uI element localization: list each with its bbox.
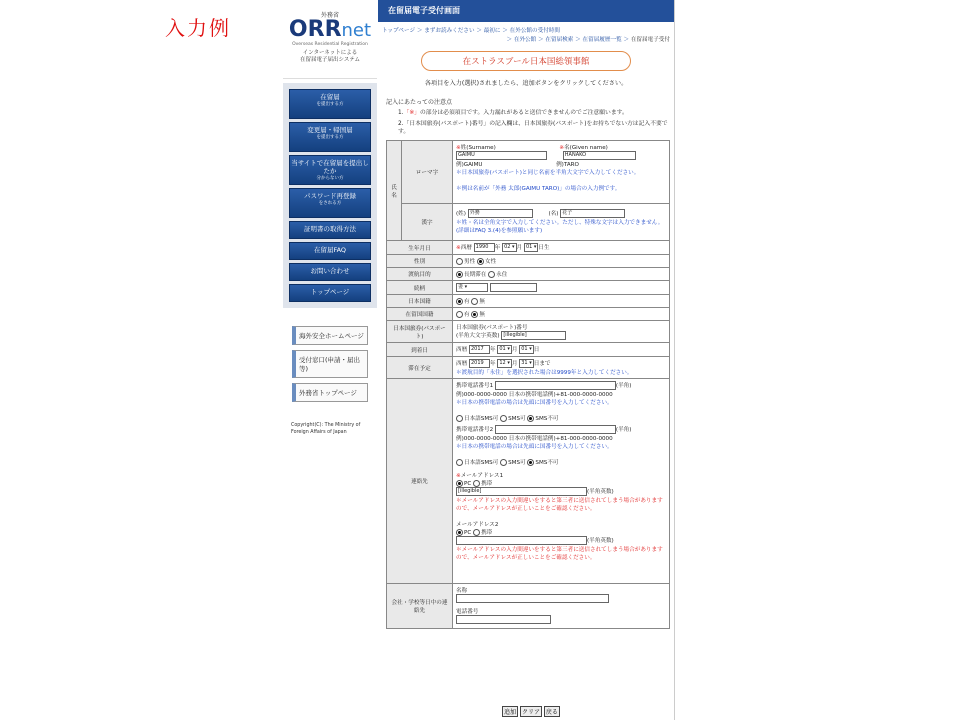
breadcrumb-current: 在留届電子受付	[630, 37, 670, 43]
nav-password[interactable]	[289, 188, 371, 218]
logo-subtitle: Overseas Residential Registration	[292, 42, 368, 47]
kanji-cell	[453, 204, 670, 241]
logo-desc-line1: インターネットによる	[302, 50, 358, 56]
back-button[interactable]: 戻る	[544, 706, 560, 717]
other-nat-yes-radio[interactable]	[456, 311, 463, 318]
mobile1-sms-ng: SMS不可	[535, 416, 559, 422]
mobile1-sms-ng-radio[interactable]	[527, 415, 534, 422]
mobile2-sms-ng-radio[interactable]	[527, 459, 534, 466]
romaji-label: ローマ字	[402, 141, 453, 204]
passport-label: 日本国旅券(パスポート)	[387, 321, 453, 343]
company-label: 会社・学校等日中の連絡先	[387, 584, 453, 629]
purpose-long-radio[interactable]	[456, 271, 463, 278]
nationality-no-radio[interactable]	[471, 298, 478, 305]
name-label: 氏名	[387, 141, 402, 241]
nationality-cell	[453, 295, 670, 308]
email2-input[interactable]	[456, 536, 587, 545]
registration-form	[386, 140, 670, 629]
email2-mobile: 携帯	[481, 530, 493, 536]
arrival-day-select[interactable]: 01 ▾	[521, 346, 532, 352]
company-name-input[interactable]	[456, 594, 609, 603]
email2-half: (半角英数)	[587, 538, 614, 544]
mobile2-label: 携帯電話番号2	[456, 427, 494, 433]
birth-label: 生年月日	[387, 241, 453, 255]
other-nat-yes-label: 有	[464, 312, 470, 318]
gender-male-radio[interactable]	[456, 258, 463, 265]
logo-wordmark	[283, 19, 377, 42]
company-phone-label: 電話番号	[456, 609, 479, 615]
mobile1-note: ＊日本の携帯電話の場合は先頭に国番号を入力してください。	[456, 400, 613, 406]
email2-pc: PC	[464, 530, 472, 536]
email2-mobile-radio[interactable]	[473, 529, 480, 536]
passport-cell	[453, 321, 670, 343]
gender-label: 性別	[387, 255, 453, 268]
nav-change-return[interactable]	[289, 122, 371, 152]
other-nat-no-radio[interactable]	[471, 311, 478, 318]
relation-other-input[interactable]	[490, 283, 537, 292]
logo-net: net	[341, 20, 372, 41]
mobile2-note: ＊日本の携帯電話の場合は先頭に国番号を入力してください。	[456, 444, 613, 450]
purpose-cell	[453, 268, 670, 281]
passport-input[interactable]: [illegible]	[501, 331, 566, 340]
clear-button[interactable]: クリア	[520, 706, 542, 717]
purpose-perm-label: 永住	[496, 272, 508, 278]
company-name-label: 名称	[456, 588, 468, 594]
arrival-month-value: 01	[499, 346, 506, 352]
arrival-year-unit: 年	[489, 347, 496, 353]
romaji-note-2: ＊例は名前が「外務 太郎(GAIMU TARO)」の場合の入力例です。	[456, 186, 621, 192]
mobile2-example: 例)000-0000-0000 日本の携帯電話例)+81-000-0000-0000	[456, 436, 613, 442]
nav-certificate[interactable]	[289, 221, 371, 239]
stay-year-input[interactable]: 2019	[469, 359, 490, 368]
email1-note: ＊メールアドレスの入力間違いをすると第三者に送信されてしまう場合がありますので、メールアドレスが正しいことをご確認ください。	[456, 498, 663, 512]
gender-cell	[453, 255, 670, 268]
nationality-no-label: 無	[479, 299, 485, 305]
link-overseas-safety[interactable]: 海外安全ホームページ	[292, 326, 368, 345]
nav-residence-sub: を提出する方	[316, 102, 344, 107]
given-input[interactable]: HANAKO	[563, 151, 636, 160]
passport-desc: 日本国旅券(パスポート)番号	[456, 325, 528, 331]
arrival-day-unit: 日	[533, 347, 540, 353]
surname-label: 姓(Surname)	[460, 145, 496, 151]
gender-female-label: 女性	[484, 259, 497, 265]
email2-label: メールアドレス2	[456, 522, 499, 528]
mobile2-input[interactable]	[495, 425, 616, 434]
stay-month-value: 12	[499, 360, 506, 366]
kanji-sei-label: (姓)	[456, 211, 466, 217]
notes-title: 記入にあたっての注意点	[386, 99, 453, 106]
kanji-label: 漢字	[402, 204, 453, 241]
mobile1-input[interactable]	[495, 381, 616, 390]
kanji-note: ＊姓・名は全角文字で入力してください。ただし、特殊な文字は入力できません。(詳細はFAQ 3.(4)を参照願います)	[456, 220, 664, 234]
nav-password-label: パスワード再登録	[304, 192, 356, 200]
stay-until: 日まで	[533, 361, 551, 367]
mobile1-sms-ok: SMS可	[508, 416, 526, 422]
note-required-mark: 「※」	[403, 110, 420, 116]
nav-top-label: トップページ	[310, 288, 350, 296]
form-buttons	[502, 706, 560, 717]
birth-day-unit: 日生	[538, 245, 550, 251]
stay-day-select[interactable]: 31 ▾	[521, 360, 532, 366]
birth-month-select[interactable]: 02 ▾	[504, 244, 515, 250]
mobile2-sms-ja: 日本語SMS可	[464, 460, 499, 466]
email1-mobile-radio[interactable]	[473, 480, 480, 487]
mobile1-sms-ja: 日本語SMS可	[464, 416, 499, 422]
add-button[interactable]: 追加	[502, 706, 518, 717]
breadcrumb-line2	[382, 36, 670, 45]
company-cell	[453, 584, 670, 629]
nationality-yes-label: 有	[464, 299, 470, 305]
birth-era: 西暦	[460, 245, 472, 251]
arrival-cell	[453, 343, 670, 357]
email1-mobile: 携帯	[481, 481, 493, 487]
other-nat-no-label: 無	[479, 312, 485, 318]
purpose-label: 渡航目的	[387, 268, 453, 281]
nav-contact-label: お問い合わせ	[310, 267, 350, 275]
nav-unsure-label: 当サイトで在留届を提出したか	[291, 159, 369, 175]
nav-unsure[interactable]	[289, 155, 371, 185]
logo-desc-line2: 在留届電子届出システム	[300, 57, 360, 63]
logo-orr: ORR	[288, 17, 342, 42]
birth-month-value: 02	[504, 244, 511, 250]
mobile1-sms-ok-radio[interactable]	[500, 415, 507, 422]
breadcrumb-links[interactable]: ＞ 在外公館 ＞ 在留届検索 ＞ 在留届履歴一覧 ＞	[506, 37, 631, 43]
birth-day-value: 01	[525, 244, 533, 250]
orr-logo[interactable]	[283, 0, 377, 79]
stay-day-value: 31	[521, 360, 528, 366]
page-title: 在留届電子受付画面	[378, 0, 674, 22]
mobile2-sms-ok: SMS可	[508, 460, 526, 466]
arrival-label: 到着日	[387, 343, 453, 357]
email1-input[interactable]: [illegible]	[456, 487, 587, 496]
nav-residence-report[interactable]	[289, 89, 371, 119]
note-2: 2.「日本国旅券(パスポート)番号」の記入欄は、日本国旅券(パスポート)をお持ちでない方は記入不要です。	[398, 121, 668, 135]
nav-top[interactable]	[289, 284, 371, 302]
mobile2-sms-ja-radio[interactable]	[456, 459, 463, 466]
arrival-year-input[interactable]: 2017	[469, 345, 490, 354]
purpose-perm-radio[interactable]	[488, 271, 495, 278]
nationality-label: 日本国籍	[387, 295, 453, 308]
stay-cell	[453, 357, 670, 379]
relation-cell	[453, 281, 670, 295]
given-example: 例)TARO	[556, 162, 579, 168]
kanji-surname-input[interactable]: 外務	[468, 209, 533, 218]
instruction-text: 各項目を入力(選択)されましたら、追加ボタンをクリックしてください。	[424, 80, 628, 87]
mobile1-example: 例)000-0000-0000 日本の携帯電話例)+81-000-0000-0000	[456, 392, 613, 398]
passport-sub: (半角大文字英数)	[456, 333, 500, 339]
breadcrumb-line1[interactable]: トップページ ＞ まずお読みください ＞ 最初に ＞ 在外公館の受付時間	[382, 28, 560, 34]
surname-example: 例)GAIMU	[456, 162, 483, 168]
kanji-given-input[interactable]: 花子	[560, 209, 625, 218]
stay-month-unit: 月	[511, 361, 518, 367]
given-label: 名(Given name)	[564, 145, 608, 151]
link-mofa-top[interactable]: 外務省トップページ	[292, 383, 368, 402]
company-phone-input[interactable]	[456, 615, 551, 624]
mobile2-half: (半角)	[615, 427, 632, 433]
copyright: Copyright(C): The Ministry of Foreign Affairs of Japan	[291, 423, 361, 435]
email1-pc: PC	[464, 481, 472, 487]
link-reception[interactable]: 受付窓口(申請・届出等)	[292, 350, 368, 378]
external-links	[292, 326, 368, 402]
email1-pc-radio[interactable]	[456, 480, 463, 487]
email1-half: (半角英数)	[587, 489, 614, 495]
gender-male-label: 男性	[464, 259, 476, 265]
arrival-era: 西暦	[456, 347, 468, 353]
birth-month-unit: 月	[516, 245, 523, 251]
surname-input[interactable]: GAIMU	[456, 151, 547, 160]
nav-unsure-sub: 分からない方	[316, 176, 344, 181]
email2-note: ＊メールアドレスの入力間違いをすると第三者に送信されてしまう場合がありますので、メールアドレスが正しいことをご確認ください。	[456, 547, 663, 561]
relation-value: 妻	[458, 284, 464, 290]
nav-contact[interactable]	[289, 263, 371, 281]
contact-cell: 携帯電話番号1 (半角) 例)000-0000-0000 日本の携帯電話例)+81-000-0000-0000 ＊日本の携帯電話の場合は先頭に国番号を入力してください。 日本語SMS可 SMS可 SMS不可 携帯電話番号2 (半角) 例)000-0000-0000 日本の携帯電話例)+81-000-0000-0000 ＊日本の携帯電話の場合は先頭に国番号を入力してください。 日本語SMS可 SMS可 SMS不可 ※メールアドレス1 PC 携帯 [illegible] (半角英数) ＊メールアドレスの入力間違いをすると第三者に送信されてしまう場合がありますので、メールアドレスが正しいことをご確認ください。 メールアドレス2 PC 携帯 (半角英数) ＊メールアドレスの入力間違いをすると第三者に送信されてしまう場合がありますので、メールアドレスが正しいことをご確認ください。	[453, 379, 670, 584]
nav-residence-label: 在留届	[320, 93, 340, 101]
birth-cell: ※西暦 1990 年 02 ▾ 月 01 ▾ 日生	[453, 241, 670, 255]
birth-year-unit: 年	[494, 245, 501, 251]
arrival-month-unit: 月	[511, 347, 518, 353]
romaji-note-1: ＊日本国旅券(パスポート)と同じ名前を半角大文字で入力してください。	[456, 170, 640, 176]
contact-label: 連絡先	[387, 379, 453, 584]
nav-certificate-label: 証明書の取得方法	[304, 225, 356, 233]
email1-label: メールアドレス1	[460, 473, 504, 479]
relation-select[interactable]: 妻 ▾	[456, 283, 488, 292]
romaji-cell: ※姓(Surname) ※名(Given name) GAIMU HANAKO 例)GAIMU 例)TARO ＊日本国旅券(パスポート)と同じ名前を半角大文字で入力してください。 ＊例は名前が「外務 太郎(GAIMU TARO)」の場合の入力例です。	[453, 141, 670, 204]
logo-ministry: 外務省	[320, 12, 339, 19]
nationality-yes-radio[interactable]	[456, 298, 463, 305]
mobile1-sms-ja-radio[interactable]	[456, 415, 463, 422]
email2-pc-radio[interactable]	[456, 529, 463, 536]
birth-year-input[interactable]: 1990	[474, 243, 495, 252]
arrival-month-select[interactable]: 01 ▾	[499, 346, 510, 352]
arrival-day-value: 01	[521, 346, 528, 352]
mobile2-sms-ok-radio[interactable]	[500, 459, 507, 466]
nav-faq[interactable]	[289, 242, 371, 260]
stay-label: 滞在予定	[387, 357, 453, 379]
other-nationality-cell	[453, 308, 670, 321]
example-label: 入力例	[165, 16, 231, 40]
stay-era: 西暦	[456, 361, 468, 367]
mobile2-sms-ng: SMS不可	[535, 460, 559, 466]
mobile1-half: (半角)	[615, 383, 632, 389]
note-1: 1.「※」の部分は必須項目です。入力漏れがあると送信できませんのでご注意願います。	[398, 110, 628, 116]
nav-password-sub: をされる方	[318, 201, 342, 206]
gender-female-radio[interactable]	[477, 258, 484, 265]
sidebar	[283, 0, 377, 720]
sidebar-nav	[283, 83, 377, 308]
purpose-long-label: 長期滞在	[464, 272, 487, 278]
mobile1-label: 携帯電話番号1	[456, 383, 494, 389]
breadcrumb	[378, 22, 674, 45]
note-1-text: の部分は必須項目です。入力漏れがあると送信できませんのでご注意願います。	[419, 110, 628, 116]
stay-month-select[interactable]: 12 ▾	[499, 360, 510, 366]
other-nationality-label: 在留国国籍	[387, 308, 453, 321]
kanji-mei-label: (名)	[548, 211, 559, 217]
stay-note: ＊渡航目的「永住」を選択された場合は9999年と入力してください。	[456, 370, 633, 376]
nav-faq-label: 在留届FAQ	[313, 246, 347, 254]
main-content	[378, 0, 675, 720]
relation-label: 続柄	[387, 281, 453, 295]
birth-day-select[interactable]: 01 ▾	[525, 244, 537, 250]
stay-year-unit: 年	[489, 361, 496, 367]
nav-change-sub: を提出する方	[316, 135, 344, 140]
logo-description	[283, 50, 377, 64]
nav-change-label: 変更届・帰国届	[307, 126, 353, 134]
consulate-name: 在ストラスブール日本国総領事館	[421, 51, 631, 71]
